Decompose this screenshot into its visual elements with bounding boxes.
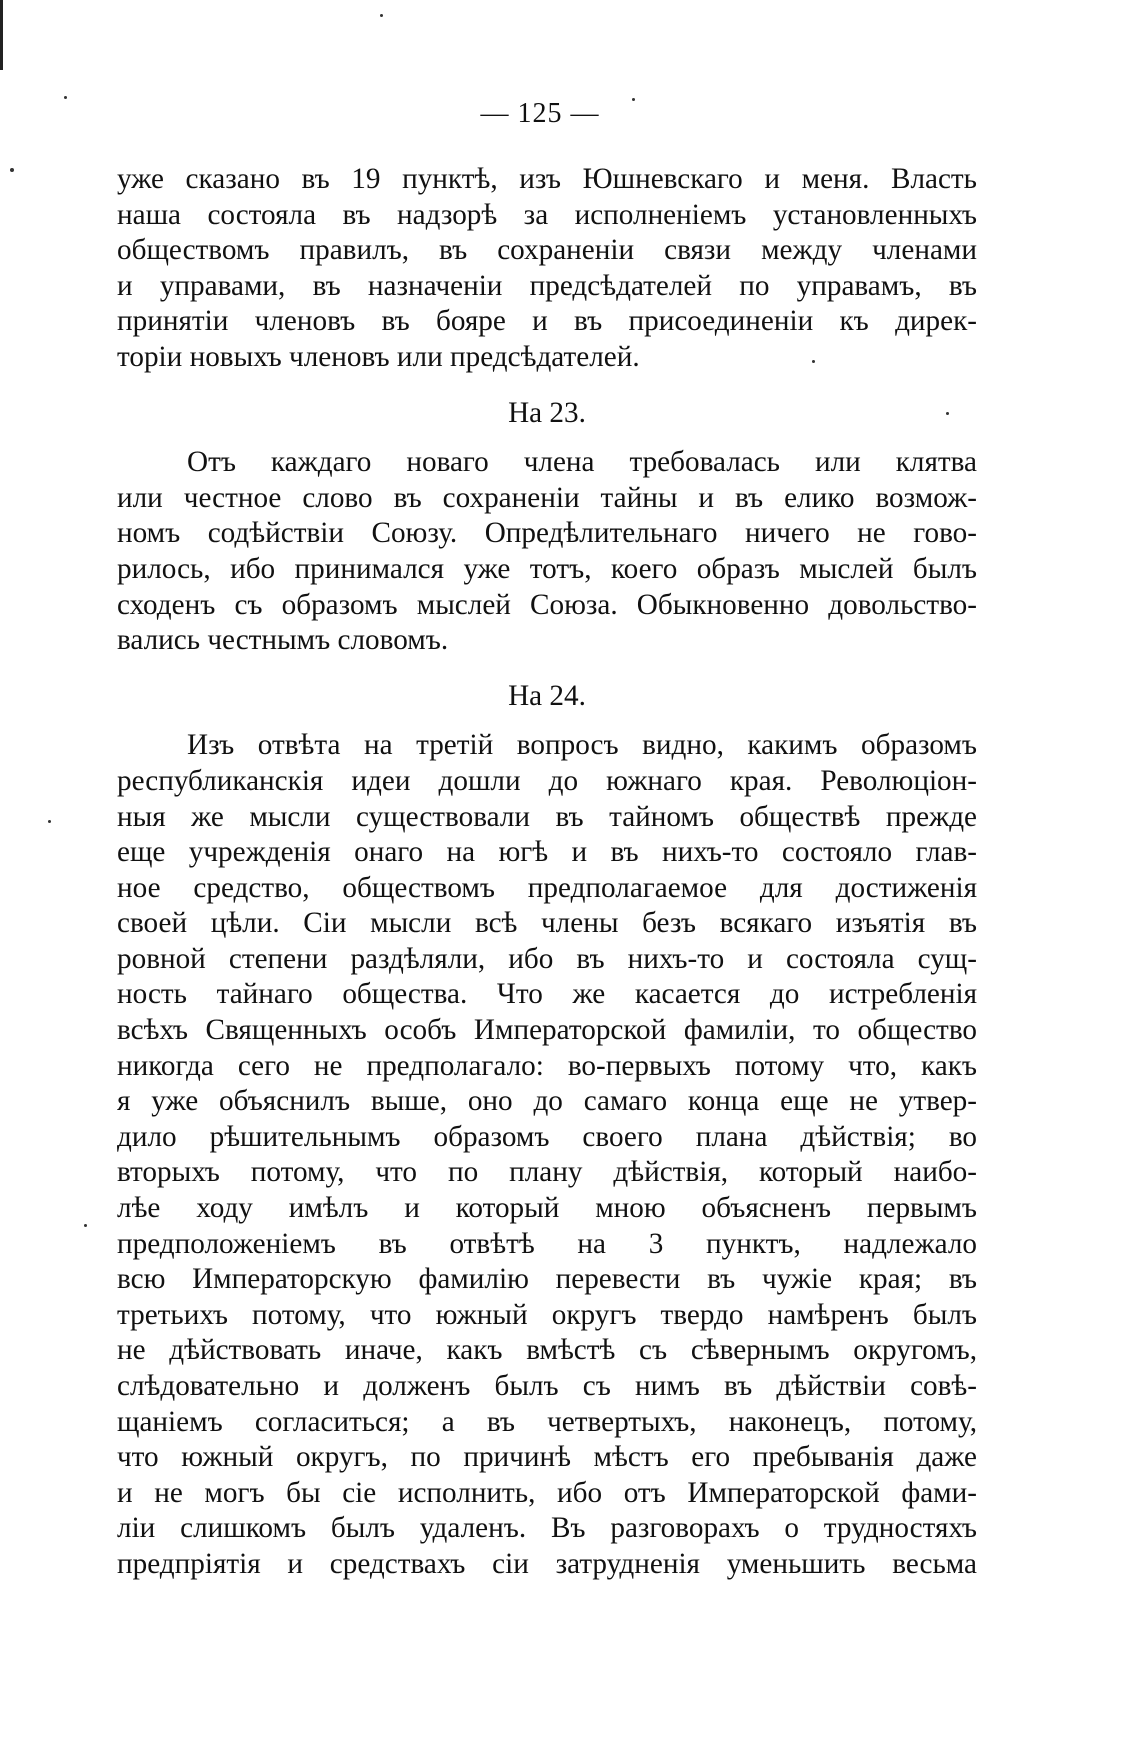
scan-speck <box>64 96 67 99</box>
scan-speck <box>48 820 51 823</box>
page-body <box>117 162 977 1583</box>
text-line: предположеніемъ въ отвѣтѣ на 3 пунктъ, надлежало <box>117 1227 977 1260</box>
text-line: третьихъ потому, что южный округъ твердо намѣренъ былъ <box>117 1298 977 1331</box>
text-line: что южный округъ, по причинѣ мѣстъ его пребыванія даже <box>117 1441 977 1474</box>
text-line: или честное слово въ сохраненіи тайны и въ елико возмож- <box>117 481 977 514</box>
scan-speck <box>812 360 815 363</box>
text-line: вторыхъ потому, что по плану дѣйствія, который наибо- <box>117 1156 977 1189</box>
section-23-paragraph <box>117 445 977 659</box>
text-line: предпріятія и средствахъ сіи затрудненія уменьшить весьма <box>117 1547 977 1580</box>
text-line: рилось, ибо принимался уже тотъ, коего образъ мыслей былъ <box>117 552 977 585</box>
text-line: и управами, въ назначеніи предсѣдателей по управамъ, въ <box>117 269 977 302</box>
text-line: еще учрежденія онаго на югѣ и въ нихъ-то состояло глав- <box>117 836 977 869</box>
paragraph-continuation <box>117 162 977 376</box>
text-line: Отъ каждаго новаго члена требовалась или клятва <box>187 446 977 479</box>
text-line: ліи слишкомъ былъ удаленъ. Въ разговорахъ о трудностяхъ <box>117 1512 977 1545</box>
text-line: ность тайнаго общества. Что же касается до истребленія <box>117 978 977 1011</box>
scan-speck <box>380 14 383 17</box>
text-line: лѣе ходу имѣлъ и который мною объясненъ первымъ <box>117 1192 977 1225</box>
text-line: номъ содѣйствіи Союзу. Опредѣлительнаго ничего не гово- <box>117 517 977 550</box>
text-line: и не могъ бы сіе исполнить, ибо отъ Императорской фами- <box>117 1476 977 1509</box>
text-line: сходенъ съ образомъ мыслей Союза. Обыкновенно довольство- <box>117 588 977 621</box>
text-line: слѣдовательно и долженъ былъ съ нимъ въ дѣйствіи совѣ- <box>117 1370 977 1402</box>
scan-speck <box>946 412 949 415</box>
page-number: — 125 — <box>480 98 600 129</box>
scan-speck <box>84 1224 87 1227</box>
text-line: ное средство, обществомъ предполагаемое для достиженія <box>117 871 977 904</box>
text-line: республиканскія идеи дошли до южнаго края. Революціон- <box>117 764 977 797</box>
text-line: Изъ отвѣта на третій вопросъ видно, какимъ образомъ <box>187 729 977 762</box>
section-heading-24: На 24. <box>508 679 586 712</box>
text-line: щаніемъ согласиться; а въ четвертыхъ, наконецъ, потому, <box>117 1405 977 1438</box>
text-line: ныя же мысли существовали въ тайномъ обществѣ прежде <box>117 800 977 833</box>
text-line: своей цѣли. Сіи мысли всѣ члены безъ всякаго изъятія въ <box>117 907 977 940</box>
text-line: торіи новыхъ членовъ или предсѣдателей. <box>117 340 640 373</box>
text-line: не дѣйствовать иначе, какъ вмѣстѣ съ сѣвернымъ округомъ, <box>117 1334 977 1367</box>
text-line: всѣхъ Священныхъ особъ Императорской фамиліи, то общество <box>117 1014 977 1047</box>
section-heading-23: На 23. <box>508 396 586 429</box>
text-line: дило рѣшительнымъ образомъ своего плана дѣйствія; во <box>117 1120 977 1153</box>
text-line: принятіи членовъ въ бояре и въ присоединеніи къ дирек- <box>117 305 977 338</box>
scan-speck <box>632 98 635 101</box>
text-line: я уже объяснилъ выше, оно до самаго конца еще не утвер- <box>117 1085 977 1118</box>
scan-edge-mark <box>0 0 3 70</box>
text-line: обществомъ правилъ, въ сохраненіи связи между членами <box>117 234 977 267</box>
text-line: всю Императорскую фамилію перевести въ чужіе края; въ <box>117 1263 977 1296</box>
scan-speck <box>10 168 14 172</box>
section-24-paragraph <box>117 728 977 1582</box>
text-line: ровной степени раздѣляли, ибо въ нихъ-то и состояла сущ- <box>117 942 977 975</box>
text-line: вались честнымъ словомъ. <box>117 624 449 657</box>
text-line: никогда сего не предполагало: во-первыхъ потому что, какъ <box>117 1049 977 1082</box>
text-line: уже сказано въ 19 пунктѣ, изъ Юшневскаго и меня. Власть <box>117 163 977 195</box>
text-line: наша состояла въ надзорѣ за исполненіемъ установленныхъ <box>117 198 977 231</box>
